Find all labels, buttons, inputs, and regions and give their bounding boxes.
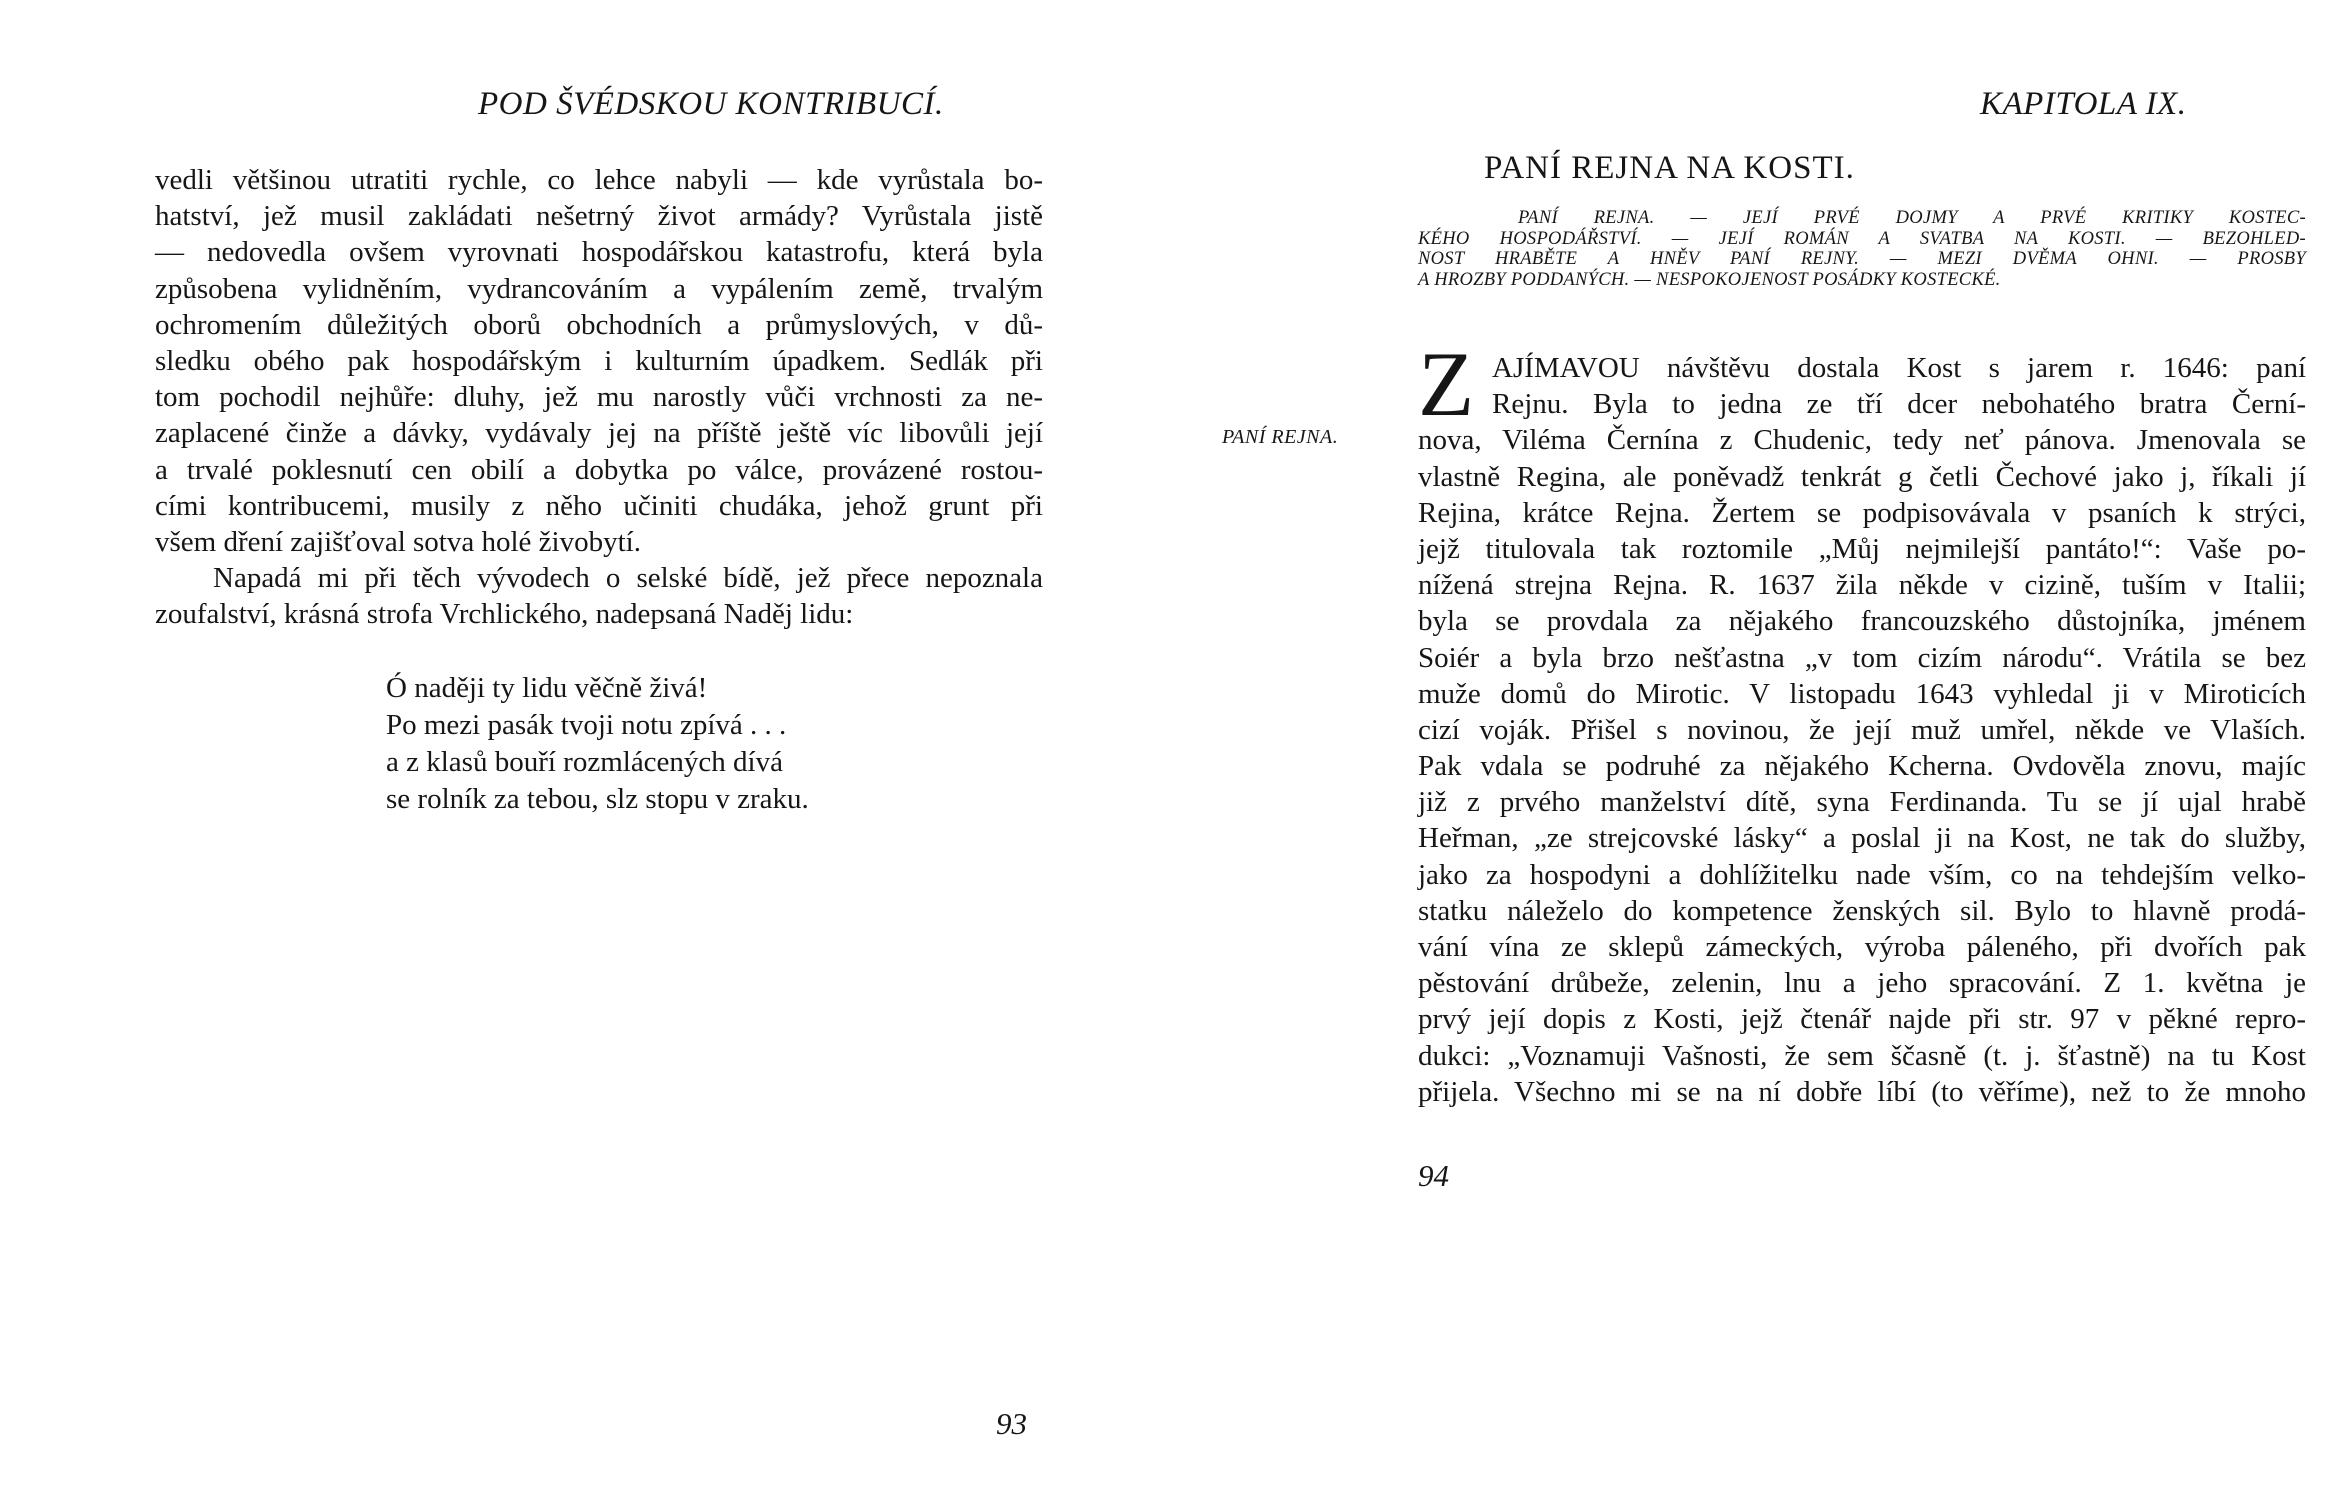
body-text bbox=[155, 162, 1043, 632]
poem-stanza bbox=[386, 670, 809, 818]
text-line: všem dření zajišťoval sotva holé živobytí. bbox=[155, 525, 641, 558]
text-line: dukci: „Voznamuji Vašnosti, že sem ščasně (t. j. šťastně) na tu Kost bbox=[1418, 1039, 2306, 1072]
text-line: Napadá mi při těch vývodech o selské bídě, jež přece nepoznala bbox=[213, 562, 1043, 595]
synopsis-line: NOST HRABĚTE A HNĚV PANÍ REJNY. — MEZI DVĚMA OHNI. — PROSBY bbox=[1418, 249, 2306, 269]
text-line: Rejina, krátce Rejna. Žertem se podpisovávala v psaních k strýci, bbox=[1418, 496, 2306, 529]
poem-line: se rolník za tebou, slz stopu v zraku. bbox=[386, 783, 809, 815]
text-line: jejž titulovala tak roztomile „Můj nejmilejší pantáto!“: Vaše po- bbox=[1418, 532, 2306, 565]
text-line: byla se provdala za nějakého francouzského důstojníka, jménem bbox=[1418, 605, 2306, 638]
text-line: muže domů do Mirotic. V listopadu 1643 vyhledal ji v Miroticích bbox=[1418, 677, 2306, 710]
drop-cap: Z bbox=[1418, 333, 1475, 435]
text-line: — nedovedla ovšem vyrovnati hospodářskou katastrofu, která byla bbox=[155, 236, 1043, 269]
text-line: sledku obého pak hospodářským i kulturním úpadkem. Sedlák při bbox=[155, 344, 1043, 377]
text-line: vlastně Regina, ale poněvadž tenkrát g četli Čechové jako j, říkali jí bbox=[1418, 460, 2306, 493]
text-line: jako za hospodyni a dohlížitelku nade vším, co na tehdejším velko- bbox=[1418, 858, 2306, 891]
text-line: ochromením důležitých oborů obchodních a průmyslových, v dů- bbox=[155, 308, 1043, 341]
text-line: způsobena vylidněním, vydrancováním a vypálením země, trvalým bbox=[155, 272, 1043, 305]
text-line: Heřman, „ze strejcovské lásky“ a poslal ji na Kost, ne tak do služby, bbox=[1418, 822, 2306, 855]
text-line: zaplacené činže a dávky, vydávaly jej na příště ještě víc libovůli její bbox=[155, 417, 1043, 450]
synopsis-line: A HROZBY PODDANÝCH. — NESPOKOJENOST POSÁDKY KOSTECKÉ. bbox=[1418, 269, 2001, 290]
running-head: KAPITOLA IX. bbox=[1980, 86, 2187, 122]
text-line: Pak vdala se podruhé za nějakého Kcherna. Ovdověla znovu, majíc bbox=[1418, 750, 2306, 783]
synopsis-line: KÉHO HOSPODÁŘSTVÍ. — JEJÍ ROMÁN A SVATBA NA KOSTI. — BEZOHLED- bbox=[1418, 228, 2306, 249]
chapter-title: PANÍ REJNA NA KOSTI. bbox=[1484, 150, 1855, 186]
text-line: AJÍMAVOU návštěvu dostala Kost s jarem r. 1646: paní bbox=[1492, 352, 2306, 384]
running-head: POD ŠVÉDSKOU KONTRIBUCÍ. bbox=[478, 86, 944, 122]
poem-line: Po mezi pasák tvoji notu zpívá . . . bbox=[386, 709, 787, 741]
body-text bbox=[1418, 350, 2306, 1110]
poem-line: Ó naději ty lidu věčně živá! bbox=[386, 672, 708, 704]
text-line: Soiér a byla brzo nešťastna „v tom cizím národu“. Vrátila se bez bbox=[1418, 641, 2306, 674]
text-line: přijela. Všechno mi se na ní dobře líbí (to věříme), než to že mnoho bbox=[1418, 1075, 2306, 1108]
text-line: nížená strejna Rejna. R. 1637 žila někde v cizině, tuším v Italii; bbox=[1418, 569, 2306, 602]
margin-note: PANÍ REJNA. bbox=[1222, 426, 1339, 448]
text-line: cizí voják. Přišel s novinou, že její muž umřel, někde ve Vlaších. bbox=[1418, 713, 2306, 746]
text-line: hatství, jež musil zakládati nešetrný život armády? Vyrůstala jistě bbox=[155, 200, 1043, 233]
right-page bbox=[1172, 0, 2344, 1501]
text-line: vání vína ze sklepů zámeckých, výroba páleného, při dvořích pak bbox=[1418, 931, 2306, 963]
text-line: již z prvého manželství dítě, syna Ferdinanda. Tu se jí ujal hrabě bbox=[1418, 786, 2306, 819]
poem-line: a z klasů bouří rozmlácených dívá bbox=[386, 746, 783, 778]
synopsis-line: PANÍ REJNA. — JEJÍ PRVÉ DOJMY A PRVÉ KRITIKY KOSTEC- bbox=[1518, 208, 2306, 228]
text-line: a trvalé poklesnutí cen obilí a dobytka po válce, provázené rostou- bbox=[155, 453, 1043, 486]
text-line: zoufalství, krásná strofa Vrchlického, nadepsaná Naděj lidu: bbox=[155, 598, 854, 631]
page-number: 93 bbox=[996, 1406, 1027, 1441]
text-line: tom pochodil nejhůře: dluhy, jež mu narostly vůči vrchnosti za ne- bbox=[155, 381, 1043, 414]
text-line: Rejnu. Byla to jedna ze tří dcer nebohatého bratra Černí- bbox=[1492, 388, 2306, 421]
text-line: nova, Viléma Černína z Chudenic, tedy neť pánova. Jmenovala se bbox=[1418, 424, 2306, 457]
text-line: pěstování drůbeže, zelenin, lnu a jeho spracování. Z 1. května je bbox=[1418, 967, 2306, 1000]
chapter-synopsis bbox=[1418, 208, 2306, 290]
text-line: statku náleželo do kompetence ženských sil. Bylo to hlavně prodá- bbox=[1418, 894, 2306, 927]
text-line: cími kontribucemi, musily z něho učiniti chudáka, jehož grunt při bbox=[155, 489, 1043, 522]
text-line: vedli většinou utratiti rychle, co lehce nabyli — kde vyrůstala bo- bbox=[155, 164, 1043, 196]
page-number: 94 bbox=[1418, 1158, 1449, 1193]
text-line: prvý její dopis z Kosti, jejž čtenář najde při str. 97 v pěkné repro- bbox=[1418, 1003, 2306, 1036]
